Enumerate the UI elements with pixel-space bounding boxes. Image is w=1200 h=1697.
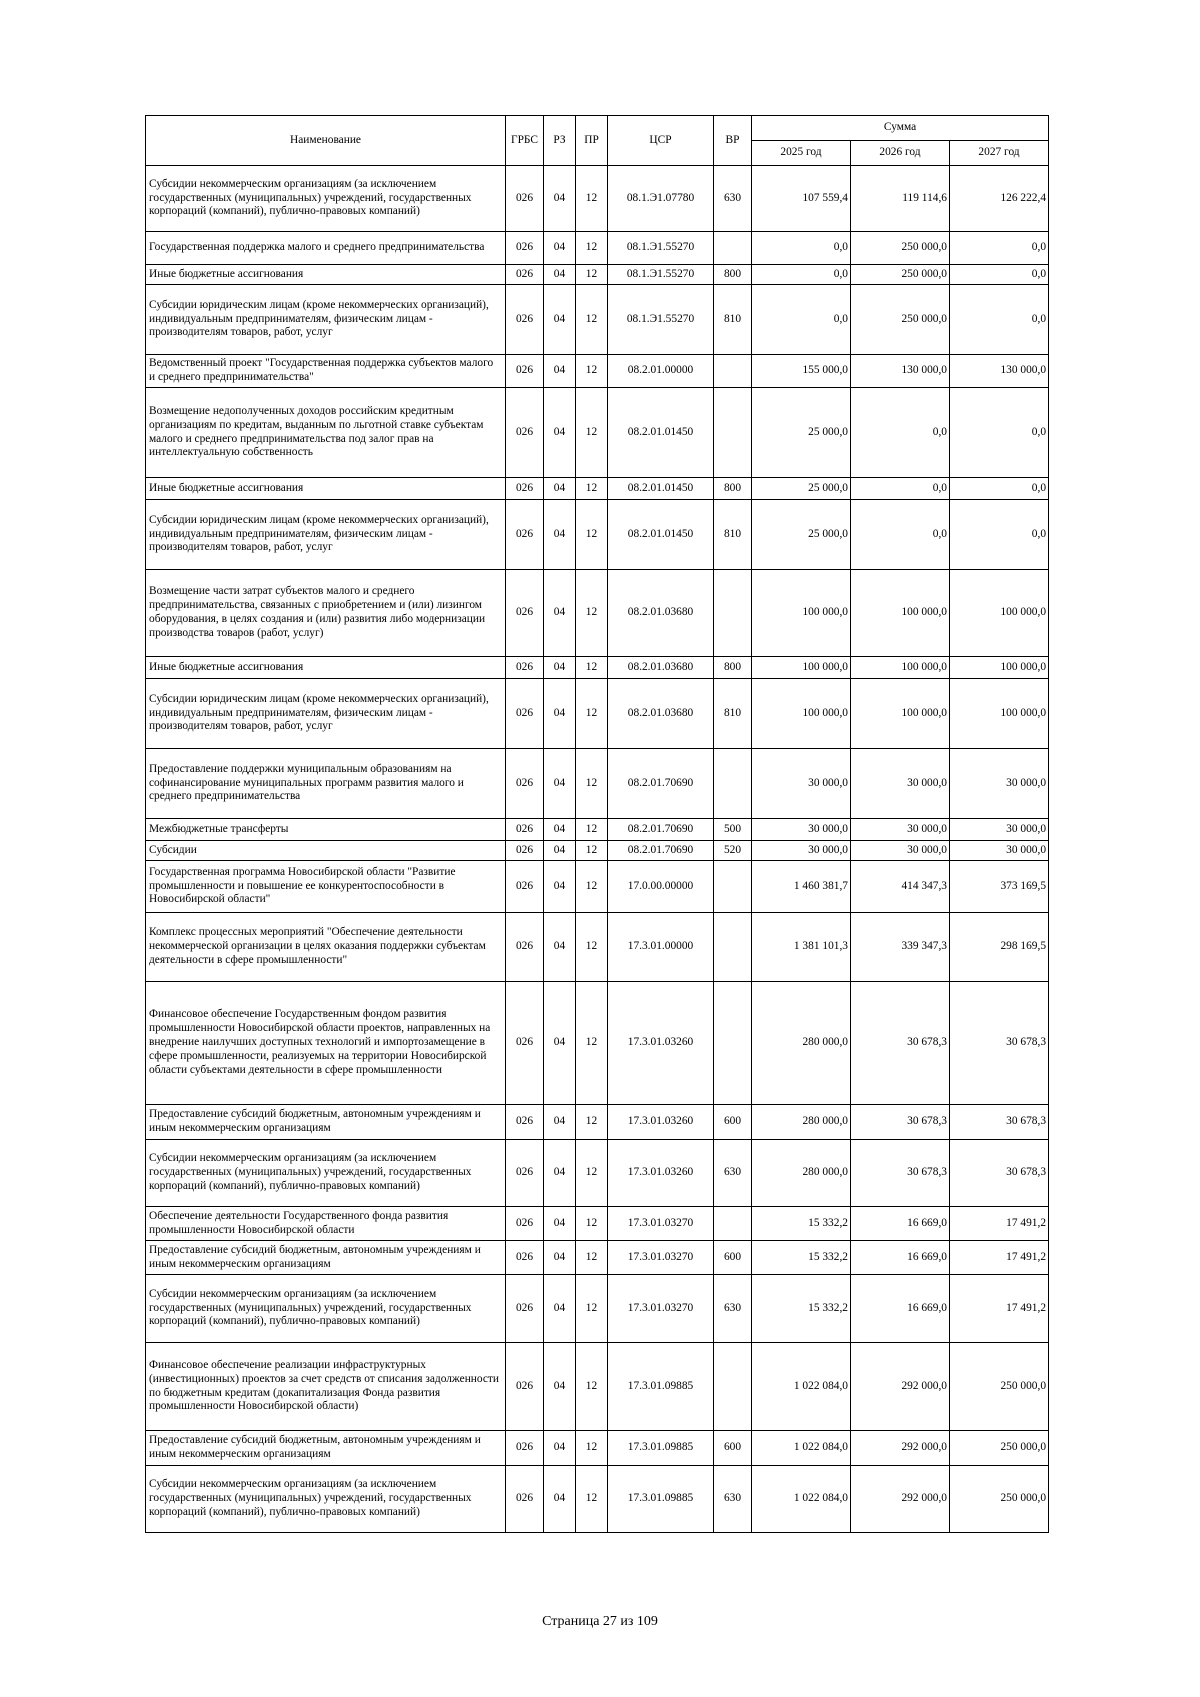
cell-rz: 04 (544, 500, 576, 570)
cell-sum-2026: 414 347,3 (851, 861, 950, 913)
cell-pr: 12 (576, 265, 608, 285)
cell-name: Иные бюджетные ассигнования (146, 478, 506, 500)
cell-rz: 04 (544, 1431, 576, 1466)
cell-grbs: 026 (506, 861, 544, 913)
cell-csr: 08.2.01.00000 (608, 355, 714, 388)
cell-pr: 12 (576, 500, 608, 570)
header-year-2027: 2027 год (950, 141, 1049, 166)
cell-sum-2025: 1 460 381,7 (752, 861, 851, 913)
cell-grbs: 026 (506, 657, 544, 679)
cell-pr: 12 (576, 355, 608, 388)
cell-sum-2027: 0,0 (950, 265, 1049, 285)
table-row (146, 166, 1049, 232)
cell-rz: 04 (544, 861, 576, 913)
table-row (146, 478, 1049, 500)
cell-sum-2027: 30 000,0 (950, 819, 1049, 841)
cell-sum-2025: 0,0 (752, 265, 851, 285)
cell-grbs: 026 (506, 166, 544, 232)
cell-sum-2025: 30 000,0 (752, 819, 851, 841)
header-grbs: ГРБС (506, 116, 544, 166)
table-row (146, 285, 1049, 355)
cell-csr: 17.3.01.09885 (608, 1466, 714, 1533)
cell-csr: 17.3.01.09885 (608, 1343, 714, 1431)
cell-sum-2027: 250 000,0 (950, 1466, 1049, 1533)
cell-sum-2027: 30 678,3 (950, 1140, 1049, 1207)
header-csr: ЦСР (608, 116, 714, 166)
cell-name: Субсидии некоммерческим организациям (за исключением государственных (муниципальных) учреждений, государственных корпораций (компаний), публично-правовых компаний) (146, 1466, 506, 1533)
cell-csr: 08.2.01.01450 (608, 478, 714, 500)
cell-sum-2026: 292 000,0 (851, 1343, 950, 1431)
cell-sum-2027: 250 000,0 (950, 1343, 1049, 1431)
cell-sum-2026: 292 000,0 (851, 1466, 950, 1533)
cell-sum-2025: 30 000,0 (752, 749, 851, 819)
cell-sum-2026: 250 000,0 (851, 285, 950, 355)
cell-rz: 04 (544, 1140, 576, 1207)
cell-grbs: 026 (506, 841, 544, 861)
table-row (146, 1207, 1049, 1241)
cell-sum-2026: 30 000,0 (851, 819, 950, 841)
cell-grbs: 026 (506, 478, 544, 500)
cell-name: Финансовое обеспечение реализации инфраструктурных (инвестиционных) проектов за счет средств от списания задолженности по бюджетным кредитам (докапитализация Фонда развития промышленности Новосибирской области) (146, 1343, 506, 1431)
cell-rz: 04 (544, 1105, 576, 1140)
cell-csr: 08.2.01.03680 (608, 679, 714, 749)
cell-pr: 12 (576, 1466, 608, 1533)
cell-sum-2026: 119 114,6 (851, 166, 950, 232)
cell-sum-2025: 155 000,0 (752, 355, 851, 388)
cell-sum-2025: 107 559,4 (752, 166, 851, 232)
cell-rz: 04 (544, 841, 576, 861)
cell-rz: 04 (544, 819, 576, 841)
cell-rz: 04 (544, 285, 576, 355)
cell-pr: 12 (576, 232, 608, 265)
cell-sum-2026: 250 000,0 (851, 232, 950, 265)
cell-sum-2025: 0,0 (752, 232, 851, 265)
cell-pr: 12 (576, 1431, 608, 1466)
cell-name: Субсидии юридическим лицам (кроме некоммерческих организаций), индивидуальным предпринимателям, физическим лицам - производителям товаров, работ, услуг (146, 500, 506, 570)
cell-vr (714, 388, 752, 478)
cell-sum-2026: 0,0 (851, 500, 950, 570)
table-row (146, 982, 1049, 1105)
header-sum: Сумма (752, 116, 1049, 141)
cell-sum-2027: 100 000,0 (950, 570, 1049, 657)
cell-rz: 04 (544, 355, 576, 388)
cell-sum-2025: 1 022 084,0 (752, 1343, 851, 1431)
cell-grbs: 026 (506, 570, 544, 657)
cell-pr: 12 (576, 679, 608, 749)
cell-sum-2027: 30 000,0 (950, 749, 1049, 819)
cell-csr: 17.3.01.03260 (608, 1140, 714, 1207)
cell-vr (714, 1343, 752, 1431)
cell-vr (714, 913, 752, 982)
cell-vr: 500 (714, 819, 752, 841)
cell-grbs: 026 (506, 1431, 544, 1466)
cell-sum-2026: 16 669,0 (851, 1241, 950, 1275)
cell-csr: 08.1.Э1.55270 (608, 285, 714, 355)
cell-csr: 08.1.Э1.55270 (608, 265, 714, 285)
cell-sum-2025: 15 332,2 (752, 1207, 851, 1241)
cell-grbs: 026 (506, 1241, 544, 1275)
cell-grbs: 026 (506, 913, 544, 982)
cell-csr: 08.2.01.70690 (608, 749, 714, 819)
cell-rz: 04 (544, 657, 576, 679)
cell-sum-2026: 100 000,0 (851, 657, 950, 679)
cell-vr (714, 570, 752, 657)
cell-sum-2026: 0,0 (851, 478, 950, 500)
budget-table (145, 115, 1049, 1533)
cell-pr: 12 (576, 819, 608, 841)
cell-vr: 800 (714, 265, 752, 285)
cell-vr: 520 (714, 841, 752, 861)
cell-pr: 12 (576, 285, 608, 355)
cell-grbs: 026 (506, 679, 544, 749)
cell-pr: 12 (576, 749, 608, 819)
table-row (146, 657, 1049, 679)
cell-sum-2025: 15 332,2 (752, 1241, 851, 1275)
cell-vr (714, 861, 752, 913)
cell-vr: 800 (714, 657, 752, 679)
cell-sum-2025: 1 381 101,3 (752, 913, 851, 982)
table-row (146, 500, 1049, 570)
cell-name: Межбюджетные трансферты (146, 819, 506, 841)
cell-sum-2027: 0,0 (950, 285, 1049, 355)
cell-vr: 600 (714, 1241, 752, 1275)
cell-grbs: 026 (506, 1343, 544, 1431)
cell-sum-2026: 30 678,3 (851, 982, 950, 1105)
cell-vr: 630 (714, 1140, 752, 1207)
cell-rz: 04 (544, 1207, 576, 1241)
cell-sum-2026: 0,0 (851, 388, 950, 478)
cell-vr (714, 749, 752, 819)
cell-rz: 04 (544, 913, 576, 982)
cell-sum-2026: 100 000,0 (851, 570, 950, 657)
cell-csr: 08.2.01.70690 (608, 841, 714, 861)
cell-rz: 04 (544, 1343, 576, 1431)
cell-sum-2027: 0,0 (950, 500, 1049, 570)
cell-pr: 12 (576, 166, 608, 232)
cell-grbs: 026 (506, 1207, 544, 1241)
cell-sum-2027: 17 491,2 (950, 1241, 1049, 1275)
cell-csr: 08.1.Э1.07780 (608, 166, 714, 232)
cell-csr: 17.0.00.00000 (608, 861, 714, 913)
cell-sum-2025: 280 000,0 (752, 1140, 851, 1207)
cell-sum-2025: 1 022 084,0 (752, 1466, 851, 1533)
cell-vr (714, 982, 752, 1105)
cell-rz: 04 (544, 1241, 576, 1275)
cell-sum-2027: 130 000,0 (950, 355, 1049, 388)
cell-pr: 12 (576, 657, 608, 679)
table-row (146, 1343, 1049, 1431)
cell-name: Предоставление субсидий бюджетным, автономным учреждениям и иным некоммерческим организациям (146, 1105, 506, 1140)
cell-name: Иные бюджетные ассигнования (146, 657, 506, 679)
cell-pr: 12 (576, 478, 608, 500)
table-row (146, 749, 1049, 819)
cell-name: Предоставление субсидий бюджетным, автономным учреждениям и иным некоммерческим организациям (146, 1431, 506, 1466)
cell-vr: 630 (714, 166, 752, 232)
cell-rz: 04 (544, 1275, 576, 1343)
cell-rz: 04 (544, 982, 576, 1105)
cell-vr: 810 (714, 285, 752, 355)
cell-vr: 810 (714, 679, 752, 749)
cell-name: Субсидии некоммерческим организациям (за исключением государственных (муниципальных) учреждений, государственных корпораций (компаний), публично-правовых компаний) (146, 1140, 506, 1207)
cell-csr: 17.3.01.03260 (608, 1105, 714, 1140)
budget-table-container (145, 115, 1048, 1533)
cell-sum-2026: 30 000,0 (851, 841, 950, 861)
cell-name: Возмещение части затрат субъектов малого и среднего предпринимательства, связанных с приобретением и (или) лизингом оборудования, в целях создания и (или) развития либо модернизации производства товаров (работ, услуг) (146, 570, 506, 657)
table-row (146, 1466, 1049, 1533)
cell-pr: 12 (576, 1275, 608, 1343)
cell-csr: 08.2.01.01450 (608, 388, 714, 478)
cell-sum-2027: 250 000,0 (950, 1431, 1049, 1466)
cell-grbs: 026 (506, 232, 544, 265)
header-year-2026: 2026 год (851, 141, 950, 166)
cell-pr: 12 (576, 861, 608, 913)
cell-sum-2027: 373 169,5 (950, 861, 1049, 913)
cell-csr: 08.2.01.03680 (608, 570, 714, 657)
cell-grbs: 026 (506, 982, 544, 1105)
cell-name: Ведомственный проект "Государственная поддержка субъектов малого и среднего предпринимательства" (146, 355, 506, 388)
table-row (146, 679, 1049, 749)
cell-name: Субсидии юридическим лицам (кроме некоммерческих организаций), индивидуальным предпринимателям, физическим лицам - производителям товаров, работ, услуг (146, 679, 506, 749)
cell-vr: 600 (714, 1431, 752, 1466)
cell-csr: 08.1.Э1.55270 (608, 232, 714, 265)
table-row (146, 232, 1049, 265)
cell-grbs: 026 (506, 1140, 544, 1207)
cell-vr: 800 (714, 478, 752, 500)
header-vr: ВР (714, 116, 752, 166)
cell-sum-2026: 30 678,3 (851, 1140, 950, 1207)
cell-sum-2025: 280 000,0 (752, 982, 851, 1105)
cell-csr: 17.3.01.03270 (608, 1241, 714, 1275)
cell-sum-2026: 100 000,0 (851, 679, 950, 749)
cell-sum-2027: 100 000,0 (950, 657, 1049, 679)
cell-rz: 04 (544, 478, 576, 500)
cell-sum-2025: 1 022 084,0 (752, 1431, 851, 1466)
cell-vr (714, 1207, 752, 1241)
cell-pr: 12 (576, 1343, 608, 1431)
cell-vr: 810 (714, 500, 752, 570)
cell-pr: 12 (576, 570, 608, 657)
table-row (146, 1241, 1049, 1275)
cell-rz: 04 (544, 749, 576, 819)
cell-csr: 17.3.01.00000 (608, 913, 714, 982)
cell-pr: 12 (576, 1207, 608, 1241)
table-row (146, 1275, 1049, 1343)
cell-name: Субсидии (146, 841, 506, 861)
cell-pr: 12 (576, 913, 608, 982)
cell-sum-2027: 126 222,4 (950, 166, 1049, 232)
cell-name: Субсидии юридическим лицам (кроме некоммерческих организаций), индивидуальным предпринимателям, физическим лицам - производителям товаров, работ, услуг (146, 285, 506, 355)
cell-sum-2027: 30 678,3 (950, 982, 1049, 1105)
cell-grbs: 026 (506, 1275, 544, 1343)
cell-grbs: 026 (506, 1105, 544, 1140)
table-row (146, 1140, 1049, 1207)
cell-sum-2025: 100 000,0 (752, 679, 851, 749)
cell-csr: 08.2.01.03680 (608, 657, 714, 679)
cell-grbs: 026 (506, 388, 544, 478)
cell-csr: 08.2.01.01450 (608, 500, 714, 570)
header-pr: ПР (576, 116, 608, 166)
cell-name: Возмещение недополученных доходов российским кредитным организациям по кредитам, выданным по льготной ставке субъектам малого и среднего предпринимательства под залог прав на интеллектуальную собственность (146, 388, 506, 478)
table-row (146, 1431, 1049, 1466)
cell-pr: 12 (576, 1140, 608, 1207)
cell-sum-2027: 17 491,2 (950, 1275, 1049, 1343)
header-rz: РЗ (544, 116, 576, 166)
cell-rz: 04 (544, 166, 576, 232)
cell-grbs: 026 (506, 265, 544, 285)
cell-grbs: 026 (506, 1466, 544, 1533)
table-row (146, 861, 1049, 913)
cell-sum-2026: 30 000,0 (851, 749, 950, 819)
cell-name: Финансовое обеспечение Государственным фондом развития промышленности Новосибирской области проектов, направленных на внедрение наилучших доступных технологий и импортозамещение в сфере промышленности, реализуемых на территории Новосибирской области субъектами деятельности в сфере промышленности (146, 982, 506, 1105)
table-row (146, 388, 1049, 478)
page-footer: Страница 27 из 109 (542, 1614, 658, 1629)
cell-grbs: 026 (506, 819, 544, 841)
cell-grbs: 026 (506, 355, 544, 388)
cell-vr: 600 (714, 1105, 752, 1140)
cell-csr: 17.3.01.03270 (608, 1207, 714, 1241)
cell-csr: 08.2.01.70690 (608, 819, 714, 841)
table-row (146, 819, 1049, 841)
cell-name: Предоставление субсидий бюджетным, автономным учреждениям и иным некоммерческим организациям (146, 1241, 506, 1275)
cell-pr: 12 (576, 841, 608, 861)
header-name: Наименование (146, 116, 506, 166)
cell-sum-2025: 25 000,0 (752, 478, 851, 500)
cell-sum-2026: 250 000,0 (851, 265, 950, 285)
cell-sum-2026: 16 669,0 (851, 1275, 950, 1343)
cell-sum-2026: 339 347,3 (851, 913, 950, 982)
cell-sum-2027: 0,0 (950, 232, 1049, 265)
cell-sum-2027: 17 491,2 (950, 1207, 1049, 1241)
cell-name: Субсидии некоммерческим организациям (за исключением государственных (муниципальных) учреждений, государственных корпораций (компаний), публично-правовых компаний) (146, 166, 506, 232)
cell-vr: 630 (714, 1466, 752, 1533)
cell-csr: 17.3.01.03270 (608, 1275, 714, 1343)
cell-sum-2027: 30 678,3 (950, 1105, 1049, 1140)
cell-sum-2025: 25 000,0 (752, 500, 851, 570)
cell-sum-2025: 100 000,0 (752, 657, 851, 679)
cell-pr: 12 (576, 1105, 608, 1140)
cell-sum-2027: 0,0 (950, 478, 1049, 500)
cell-sum-2025: 15 332,2 (752, 1275, 851, 1343)
table-row (146, 265, 1049, 285)
cell-sum-2026: 130 000,0 (851, 355, 950, 388)
table-row (146, 841, 1049, 861)
cell-sum-2025: 0,0 (752, 285, 851, 355)
cell-rz: 04 (544, 679, 576, 749)
cell-vr (714, 355, 752, 388)
table-row (146, 1105, 1049, 1140)
cell-pr: 12 (576, 388, 608, 478)
cell-name: Субсидии некоммерческим организациям (за исключением государственных (муниципальных) учреждений, государственных корпораций (компаний), публично-правовых компаний) (146, 1275, 506, 1343)
cell-grbs: 026 (506, 285, 544, 355)
cell-name: Предоставление поддержки муниципальным образованиям на софинансирование муниципальных программ развития малого и среднего предпринимательства (146, 749, 506, 819)
cell-rz: 04 (544, 388, 576, 478)
cell-sum-2026: 16 669,0 (851, 1207, 950, 1241)
cell-name: Государственная программа Новосибирской области "Развитие промышленности и повышение ее конкурентоспособности в Новосибирской области" (146, 861, 506, 913)
table-header (146, 116, 1049, 166)
cell-sum-2027: 100 000,0 (950, 679, 1049, 749)
cell-sum-2025: 280 000,0 (752, 1105, 851, 1140)
cell-sum-2026: 30 678,3 (851, 1105, 950, 1140)
cell-sum-2027: 0,0 (950, 388, 1049, 478)
cell-sum-2027: 298 169,5 (950, 913, 1049, 982)
cell-sum-2027: 30 000,0 (950, 841, 1049, 861)
cell-csr: 17.3.01.03260 (608, 982, 714, 1105)
cell-rz: 04 (544, 1466, 576, 1533)
cell-rz: 04 (544, 265, 576, 285)
cell-csr: 17.3.01.09885 (608, 1431, 714, 1466)
cell-vr: 630 (714, 1275, 752, 1343)
cell-grbs: 026 (506, 500, 544, 570)
cell-sum-2025: 100 000,0 (752, 570, 851, 657)
cell-rz: 04 (544, 570, 576, 657)
table-row (146, 913, 1049, 982)
table-body (146, 166, 1049, 1533)
cell-grbs: 026 (506, 749, 544, 819)
table-row (146, 570, 1049, 657)
cell-sum-2025: 30 000,0 (752, 841, 851, 861)
cell-vr (714, 232, 752, 265)
cell-name: Обеспечение деятельности Государственного фонда развития промышленности Новосибирской области (146, 1207, 506, 1241)
table-row (146, 355, 1049, 388)
cell-sum-2025: 25 000,0 (752, 388, 851, 478)
cell-name: Иные бюджетные ассигнования (146, 265, 506, 285)
cell-rz: 04 (544, 232, 576, 265)
cell-pr: 12 (576, 1241, 608, 1275)
header-year-2025: 2025 год (752, 141, 851, 166)
cell-name: Комплекс процессных мероприятий "Обеспечение деятельности некоммерческой организации в целях оказания поддержки субъектам деятельности в сфере промышленности" (146, 913, 506, 982)
cell-name: Государственная поддержка малого и среднего предпринимательства (146, 232, 506, 265)
cell-pr: 12 (576, 982, 608, 1105)
cell-sum-2026: 292 000,0 (851, 1431, 950, 1466)
